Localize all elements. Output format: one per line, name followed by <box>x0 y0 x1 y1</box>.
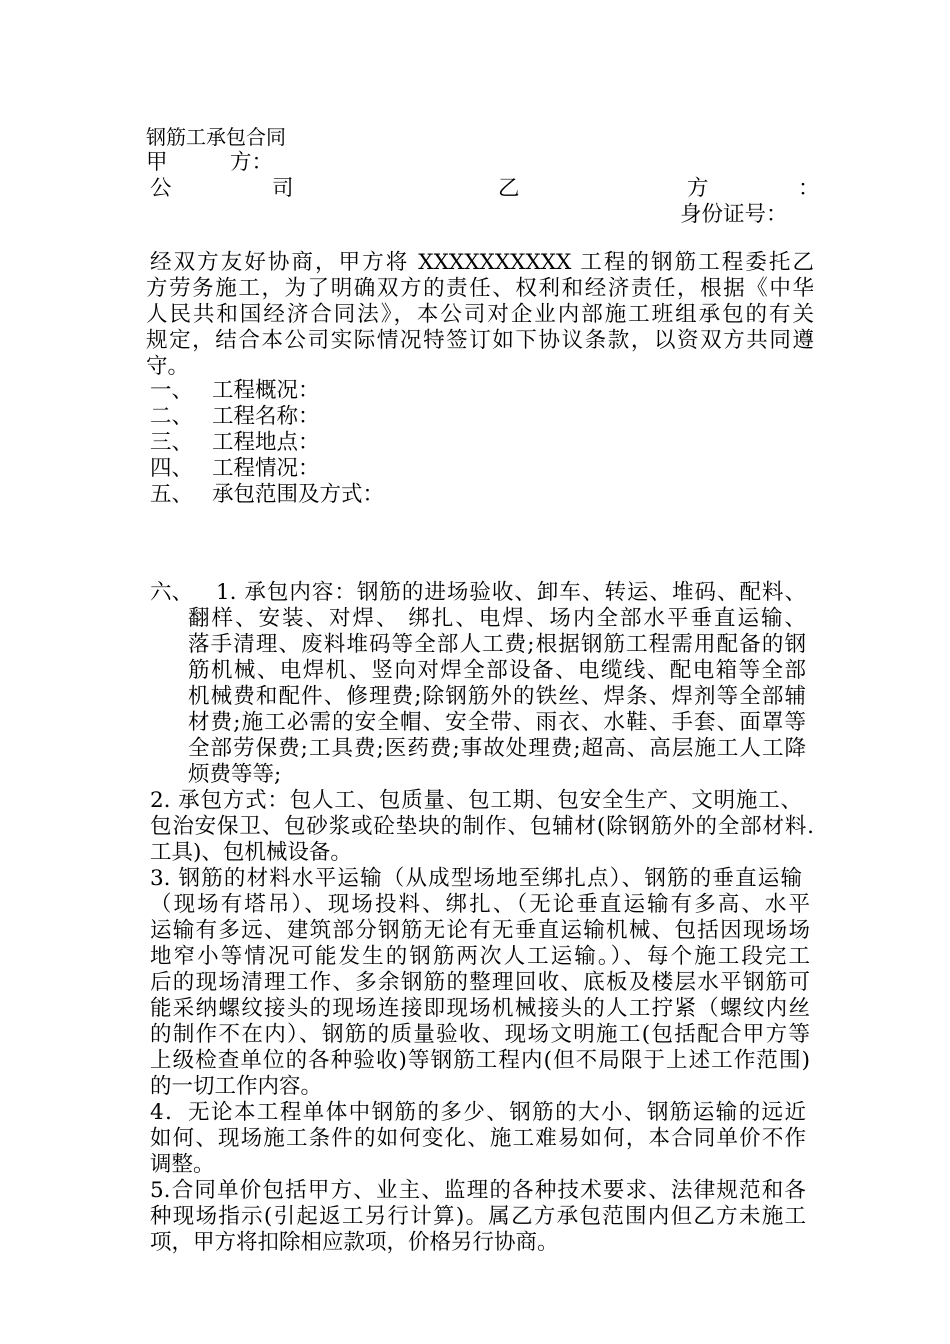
item-3-line: 地窄小等情况可能发生的钢筋两次人工运输。）、每个施工段完工 <box>150 944 810 969</box>
section-number: 三、 <box>150 430 194 455</box>
item-5-line: 项，甲方将扣除相应款项，价格另行协商。 <box>150 1230 559 1255</box>
intro-line: 守。 <box>146 354 190 379</box>
section-number: 四、 <box>150 456 194 481</box>
intro-line: 经双方友好协商，甲方将 XXXXXXXXXX 工程的钢筋工程委托乙 <box>150 250 814 275</box>
section-item <box>150 378 320 404</box>
item-5-line: 种现场指示(引起返工另行计算)。属乙方承包范围内但乙方未施工 <box>150 1204 806 1229</box>
item-1-line: 翻样、安装、对焊、 绑扎、电焊、场内全部水平垂直运输、 <box>188 606 806 631</box>
section-item <box>150 404 320 430</box>
item-5-paragraph <box>150 1178 806 1256</box>
section-item <box>150 482 384 508</box>
section-label: 工程地点： <box>212 430 320 455</box>
item-2-line: 2. 承包方式：包人工、包质量、包工期、包安全生产、文明施工、 <box>150 788 802 813</box>
item-2-line: 工具)、包机械设备。 <box>150 840 352 865</box>
company-char-1: 公 <box>150 176 172 201</box>
item-4-line: 4．无论本工程单体中钢筋的多少、钢筋的大小、钢筋运输的远近 <box>150 1100 806 1125</box>
section-label: 工程名称： <box>212 404 320 429</box>
item-1-line: 全部劳保费;工具费;医药费;事故处理费;超高、高层施工人工降 <box>188 736 806 761</box>
id-number-label: 身份证号： <box>680 202 788 227</box>
item-1-line: 机械费和配件、修理费;除钢筋外的铁丝、焊条、焊剂等全部辅 <box>188 684 806 709</box>
item-2-line: 包治安保卫、包砂浆或砼垫块的制作、包辅材(除钢筋外的全部材料. <box>150 814 814 839</box>
party-a-label: 甲 <box>146 150 168 175</box>
company-char-2: 司 <box>272 176 294 201</box>
party-b-label: 乙 <box>498 176 520 201</box>
item-3-line: 3. 钢筋的材料水平运输（从成型场地至绑扎点）、钢筋的垂直运输 <box>150 866 802 891</box>
section-item <box>150 430 320 456</box>
section-label: 承包范围及方式： <box>212 482 385 507</box>
section-number: 五、 <box>150 482 194 507</box>
intro-line: 方劳务施工，为了明确双方的责任、权利和经济责任，根据《中华 <box>146 276 814 301</box>
item-3-line: 后的现场清理工作、多余钢筋的整理回收、底板及楼层水平钢筋可 <box>150 970 810 995</box>
document-title: 钢筋工承包合同 <box>146 125 286 149</box>
intro-line: 人民共和国经济合同法》，本公司对企业内部施工班组承包的有关 <box>146 302 814 327</box>
section-6-number: 六、 <box>150 580 194 605</box>
item-3-line: 运输有多远、建筑部分钢筋无论有无垂直运输机械、包括因现场场 <box>150 918 810 943</box>
item-1-line: 材费;施工必需的安全帽、安全带、雨衣、水鞋、手套、面罩等 <box>188 710 806 735</box>
item-3-line: 上级检查单位的各种验收)等钢筋工程内(但不局限于上述工作范围) <box>150 1048 810 1073</box>
section-number: 一、 <box>150 378 194 403</box>
party-a-suffix: 方： <box>230 150 274 175</box>
item-4-paragraph <box>150 1100 806 1178</box>
item-3-line: 能采纳螺纹接头的现场连接即现场机械接头的人工拧紧（螺纹内丝 <box>150 996 810 1021</box>
item-5-line: 5.合同单价包括甲方、业主、监理的各种技术要求、法律规范和各 <box>150 1178 806 1203</box>
item-3-line: 的制作不在内）、钢筋的质量验收、现场文明施工(包括配合甲方等 <box>150 1022 810 1047</box>
item-4-line: 如何、现场施工条件的如何变化、施工难易如何，本合同单价不作 <box>150 1126 806 1151</box>
section-label: 工程概况： <box>212 378 320 403</box>
item-1-line: 落手清理、废料堆码等全部人工费;根据钢筋工程需用配备的钢 <box>188 632 806 657</box>
party-b-colon: ： <box>798 176 820 201</box>
intro-paragraph <box>146 250 814 380</box>
item-2-paragraph <box>150 788 814 866</box>
party-b-suffix: 方 <box>687 176 709 201</box>
section-item <box>150 456 320 482</box>
item-3-line: 的一切工作内容。 <box>150 1074 323 1099</box>
item-4-line: 调整。 <box>150 1152 215 1177</box>
section-label: 工程情况： <box>212 456 320 481</box>
item-1-line: 筋机械、电焊机、竖向对焊全部设备、电缆线、配电箱等全部 <box>188 658 806 683</box>
section-number: 二、 <box>150 404 194 429</box>
item-3-line: （现场有塔吊）、现场投料、绑扎、（无论垂直运输有多高、水平 <box>150 892 810 917</box>
item-1-line: 1. 承包内容：钢筋的进场验收、卸车、转运、堆码、配料、 <box>216 580 806 605</box>
intro-line: 规定，结合本公司实际情况特签订如下协议条款，以资双方共同遵 <box>146 328 814 353</box>
item-3-paragraph <box>150 866 810 1100</box>
item-1-paragraph <box>188 580 806 788</box>
item-1-line: 烦费等等; <box>188 762 282 787</box>
